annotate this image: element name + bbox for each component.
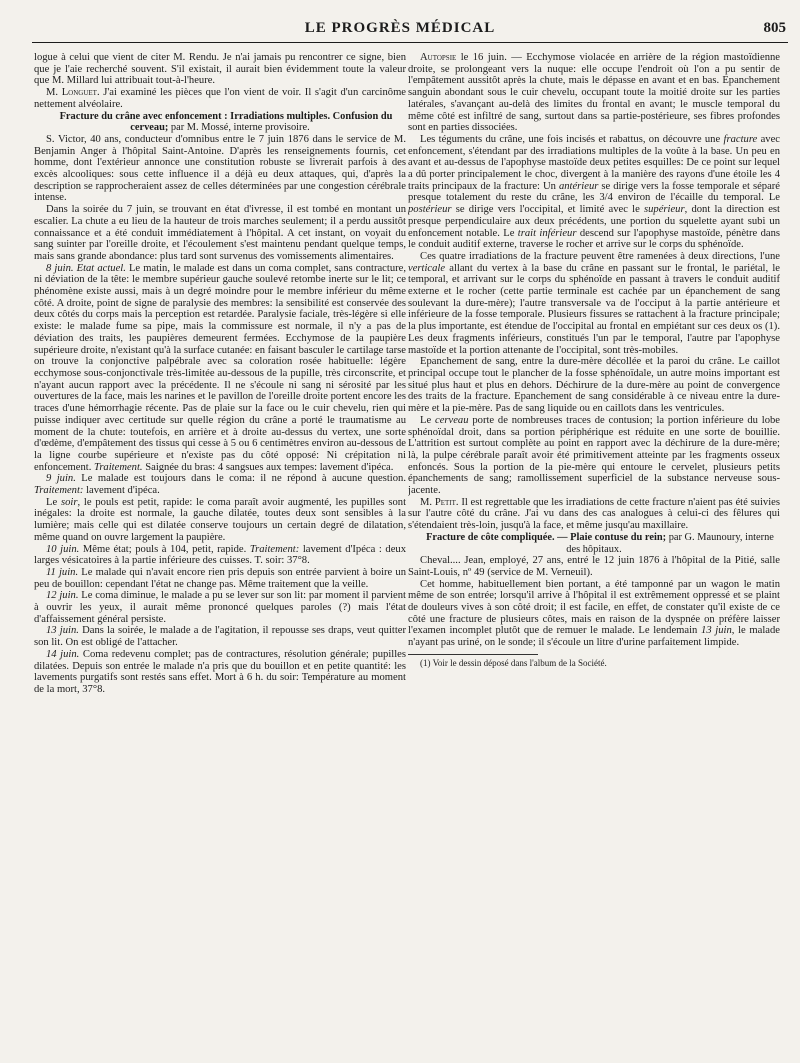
paragraph: Cet homme, habituellement bien portant, a été tamponné par un wagon le matin même de son entrée; lorsqu'il arrive à l'hôpital il est extrêmement oppressé et se plaint de douleurs vives à son côté droit; il est facile, en effet, de constater qu'il existe de ce côté une fracture de plusieurs côtes, mais en raison de la dyspnée on préfère laisser l'examen incomplet plutôt que de remuer le malade. Le lendemain 13 juin, le malade n'ayant pas uriné, on le sonde; il s'écoule un litre d'urine parfaitement limpide. xyxy=(408,578,780,649)
page-number: 805 xyxy=(763,20,786,36)
paragraph: S. Victor, 40 ans, conducteur d'omnibus entre le 7 juin 1876 dans le service de M. Benjamin Anger à l'hôpital Saint-Antoine. D'après les renseignements fournis, cet homme, dont l'extérieur annonce une constitution robuste se livrerait parfois à des excès alcooliques: sous cette influence il a déjà eu deux attaques, qui, d'après la description se rapprocheraient assez de celles déterminées par une congestion cérébrale intense. xyxy=(34,133,406,204)
paragraph: Les téguments du crâne, une fois incisés et rabattus, on découvre une fracture avec enfoncement, s'étendant par des irradiations multiples de la voûte à la base. Un peu en avant et au-dessus de l'apophyse mastoïde deux petites esquilles: De ce point sur lequel a dû porter principalement le choc, divergent à la manière des rayons d'une étoile les 4 traits principaux de la fracture: Un antérieur se dirige vers la fosse temporale et séparé presque totalement du reste du crâne, les 3/4 environ de l'écaille du temporal. Le postérieur se dirige vers l'occipital, et limité avec le supérieur, dont la direction est presque perpendiculaire aux deux précédents, une portion du squelette ayant subi un enfoncement notable. Le trait inférieur descend sur l'apophyse mastoïde, pénètre dans le conduit auditif externe, traverse le rocher et arrive sur le corps du sphénoïde. xyxy=(408,133,780,251)
paragraph: Epanchement de sang, entre la dure-mère décollée et la paroi du crâne. Le caillot principal occupe tout le plancher de la fosse sphénoïdale, un autre moins important est situé plus haut et plus en dehors. Déchirure de la dure-mère au point de convergence des traits de la fracture. Epanchement de sang considérable à ce niveau entre la dure-mère et la pie-mère. Pas de sang liquide ou en caillots dans les ventricules. xyxy=(408,356,780,415)
running-title: LE PROGRÈS MÉDICAL xyxy=(304,20,496,36)
paragraph: 12 juin. Le coma diminue, le malade a pu se lever sur son lit: par moment il parvient à ouvrir les yeux, il aurait même prononcé quelques paroles (?) mais l'état d'affaissement général persiste. xyxy=(34,590,406,625)
right-column xyxy=(408,52,780,1052)
paragraph: Dans la soirée du 7 juin, se trouvant en état d'ivresse, il est tombé en montant un escalier. La chute a eu lieu de la hauteur de trois marches seulement; il a perdu aussitôt connaissance et a été conduit immédiatement à l'hôpital. A cet instant, on voyait du sang suinter par l'oreille droite, et l'écoulement s'est maintenu pendant quelque temps, mais sans grande abondance: plus tard sont survenus des vomissements alimentaires. xyxy=(34,204,406,262)
paragraph: Cheval.... Jean, employé, 27 ans, entré le 12 juin 1876 à l'hôpital de la Pitié, salle Saint-Louis, nº 49 (service de M. Verneuil). xyxy=(408,555,780,578)
paragraph: M. Petit. Il est regrettable que les irradiations de cette fracture n'aient pas été suivies sur l'autre côté du crâne. J'ai vu dans des cas analogues à celui-ci des fêlures qui s'étendaient très-loin, jusqu'à la face, et même jusqu'au maxillaire. xyxy=(408,496,780,532)
paragraph: 11 juin. Le malade qui n'avait encore rien pris depuis son entrée parvient à boire un peu de bouillon: cependant l'état ne change pas. Même traitement que la veille. xyxy=(34,566,406,590)
header-rule xyxy=(32,42,788,43)
left-column xyxy=(34,52,406,1052)
paragraph: Ces quatre irradiations de la fracture peuvent être ramenées à deux directions, l'une verticale allant du vertex à la base du crâne en passant sur le frontal, le pariétal, le temporal, et arrivant sur le corps du sphénoïde en passant à travers le conduit auditif externe et le rocher (cette partie terminale est cachée par un épanchement de sang soulevant la dure-mère); l'autre transversale va de l'occiput à la partie antérieure et inférieure de la fosse temporale. Plusieurs fissures se rattachent à la fracture principale; la plus importante, est étendue de l'occipital au frontal en empiétant sur ces deux os (1). Les deux fragments inférieurs, constitués l'un par le temporal, l'autre par l'apophyse mastoïde et la portion attenante de l'occipital, sont très-mobiles. xyxy=(408,250,780,356)
paragraph: M. Longuet. J'ai examiné les pièces que l'on vient de voir. Il s'agit d'un carcinôme nettement alvéolaire. xyxy=(34,87,406,110)
footnote: (1) Voir le dessin déposé dans l'album de la Société. xyxy=(420,657,607,668)
paragraph: 13 juin. Dans la soirée, le malade a de l'agitation, il repousse ses draps, veut quitter son lit. On est obligé de l'attacher. xyxy=(34,625,406,649)
paragraph: 14 juin. Coma redevenu complet; pas de contractures, résolution générale; pupilles dilatées. Depuis son entrée le malade n'a pris que du bouillon et en petite quantité: les lavements purgatifs sont restés sans effet. Mort à 6 h. du soir: Température au moment de la mort, 37°8. xyxy=(34,648,406,695)
paragraph: Autopsie le 16 juin. — Ecchymose violacée en arrière de la région mastoïdienne droite, se prolongeant vers la nuque: elle occupe l'endroit où l'on a pu sentir de l'empâtement aussitôt après la chute, mais le dépasse en avant et en bas. Epanchement sanguin abondant sous le cuir chevelu, occupant toute la moitié droite sur les parties latérales, s'avançant au-delà des limites du frontal en avant; le muscle temporal du même côté est infiltré de sang, surtout dans sa partie-postérieure, ses fibres profondes sont en parties dissociées. xyxy=(408,52,780,134)
paragraph: 10 juin. Même état; pouls à 104, petit, rapide. Traitement: lavement d'Ipéca : deux larges vésicatoires à la partie inférieure des cuisses. T. soir: 37°8. xyxy=(34,543,406,567)
article-heading: Fracture de côte compliquée. — Plaie contuse du rein; par G. Maunoury, interne des hôpitaux. xyxy=(426,531,774,555)
paragraph: logue à celui que vient de citer M. Rendu. Je n'ai jamais pu rencontrer ce signe, bien que je l'aie recherché souvent. S'il existait, il aurait bien évidemment toute la valeur que M. Millard lui attribuait tout-à-l'heure. xyxy=(34,52,406,87)
paragraph: Le soir, le pouls est petit, rapide: le coma paraît avoir augmenté, les pupilles sont inégales: la droite est normale, la gauche dilatée, toutes deux sont sensibles à la lumière; mais celle qui est dilatée conserve toujours un certain degré de dilatation, même quand on ouvre largement la paupière. xyxy=(34,496,406,543)
paragraph: 9 juin. Le malade est toujours dans le coma: il ne répond à aucune question. Traitement: lavement d'ipéca. xyxy=(34,473,406,497)
article-heading: Fracture du crâne avec enfoncement : Irradiations multiples. Confusion du cerveau; par M. Mossé, interne provisoire. xyxy=(59,110,393,134)
footnote-rule xyxy=(408,654,538,655)
paragraph: Le cerveau porte de nombreuses traces de contusion; la portion inférieure du lobe sphénoïdal droit, dans sa portion périphérique est réduite en une sorte de bouillie. L'attrition est surtout complète au point en rapport avec la déchirure de la dure-mère; là, la pulpe cérébrale paraît avoir été primitivement atteinte par les fragments osseux enfoncés. Sous la portion de la pie-mère qui entoure le cervelet, plusieurs petits épanchements de sang; ramollissement superficiel de la substance nerveuse sous-jacente. xyxy=(408,414,780,497)
paragraph: 8 juin. Etat actuel. Le matin, le malade est dans un coma complet, sans contracture, ni déviation de la tête: le membre supérieur gauche soulevé retombe inerte sur le lit; ce phénomène existe aussi, mais à un degré moindre pour le membre inférieur du même côté. A droite, point de signe de paralysie des membres: la sensibilité est conservée des deux côtés du corps mais la perception est retardée. Paralysie faciale, très-légère si elle existe: le malade fume sa pipe, mais la commissure est normale, il n'y a pas de déviation des traits, les paupières demeurent fermées. Ecchymose de la paupière supérieure droite, n'existant qu'à la surface cutanée: en faisant basculer le cartilage tarse on trouve la conjonctive palpébrale avec sa coloration rosée habituelle: légère ecchymose sous-conjonctivale très-limitée au-dessous de la pupille, très circonscrite, et n'ayant aucun rapport avec la précédente. Il ne s'écoule ni sang ni sérosité par les ouvertures de la face, mais les narines et le pavillon de l'oreille droite portent encore les traces d'une hémorrhagie récente. Pas de plaie sur la face ou le cuir chevelu, rien qui puisse indiquer avec certitude sur quelle région du crâne a porté le traumatisme au moment de la chute: toutefois, en arrière et à droite au-dessus du vertex, une sorte d'œdème, d'empâtement des tissus qui cesse à 5 ou 6 centimètres environ au-dessous de la ligne courbe supérieure et n'existe pas du côté opposé: Ni crépitation ni enfoncement. Traitement. Saignée du bras: 4 sangsues aux tempes: lavement d'ipéca. xyxy=(34,262,406,473)
